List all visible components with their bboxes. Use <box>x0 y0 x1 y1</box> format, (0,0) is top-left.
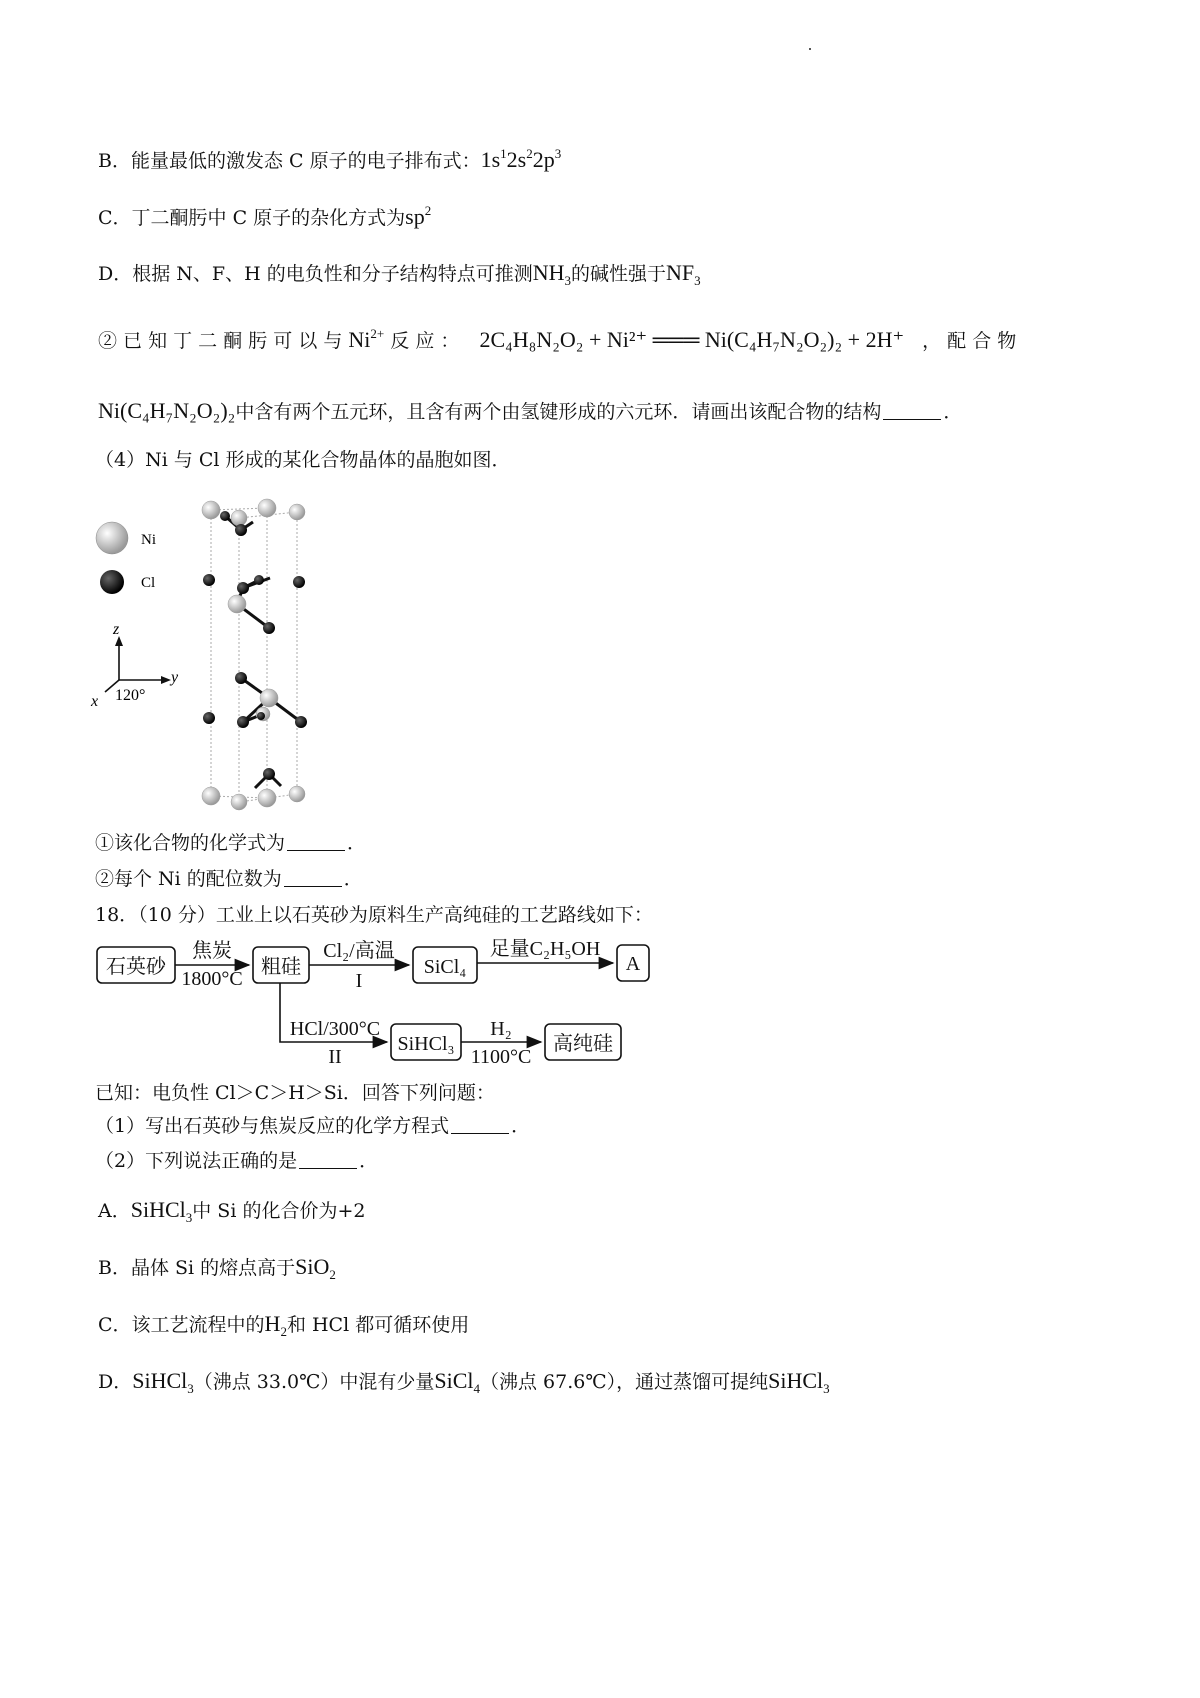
q18-part2: （2）下列说法正确的是 ． <box>95 1150 379 1172</box>
arrow5-top-label: H₂ <box>490 1018 512 1040</box>
option-b-config: B．能量最低的激发态 C 原子的电子排布式：$1s^12s^22p^3$ <box>98 146 562 172</box>
cl-atoms <box>203 511 307 780</box>
legend-ni-icon <box>96 522 128 554</box>
axes-icon <box>105 642 165 692</box>
box-sihcl3: SiHCl₃ <box>397 1033 455 1055</box>
q18-option-d: D．SiHCl$_3$（沸点 33.0℃）中混有少量SiCl$_4$（沸点 67.6℃），通过蒸馏可提纯SiHCl$_3$ <box>98 1368 830 1396</box>
arrow2-bottom-label: I <box>355 970 363 992</box>
q4-formula-question: ①该化合物的化学式为 ． <box>95 832 367 854</box>
q18-title: 18．（10 分）工业上以石英砂为原料生产高纯硅的工艺路线如下： <box>95 904 653 926</box>
arrow4-bottom-label: II <box>328 1046 342 1068</box>
coordination-answer-blank[interactable] <box>284 885 342 887</box>
legend-cl-icon <box>100 570 124 594</box>
scan-dot <box>809 48 811 50</box>
legend-ni-label: Ni <box>141 532 156 548</box>
legend-cl-label: Cl <box>141 575 156 591</box>
arrow1-bottom-label: 1800°C <box>181 968 243 990</box>
answer-blank[interactable] <box>883 418 941 420</box>
arrow5-bottom-label: 1100°C <box>470 1046 532 1068</box>
box-crude-silicon: 粗硅 <box>261 956 301 978</box>
process-flowchart <box>95 935 695 1075</box>
q18-option-c: C．该工艺流程中的$H_2$和 HCl 都可循环使用 <box>98 1311 470 1339</box>
q18-known: 已知：电负性 Cl＞C＞H＞Si．回答下列问题： <box>95 1082 495 1104</box>
electron-config: $1s^12s^22p^3$ <box>480 146 562 172</box>
axis-y-label: y <box>171 669 179 686</box>
q2-reaction-line: ② 已 知 丁 二 酮 肟 可 以 与 $Ni^{2+}$ 反 应 ： 2C₄H₈N₂O₂ + Ni²⁺ ═══ Ni(C₄H₇N₂O₂)₂ + 2H⁺ ， 配 合 物 <box>98 326 1017 352</box>
q4-coordination-question: ②每个 Ni 的配位数为 ． <box>95 868 363 890</box>
q18-option-b: B．晶体 Si 的熔点高于SiO$_2$ <box>98 1254 336 1282</box>
option-c-hybrid: C．丁二酮肟中 C 原子的杂化方式为$sp^2$ <box>98 203 432 229</box>
angle-label: 120° <box>115 687 146 704</box>
q4-title: （4）Ni 与 Cl 形成的某化合物晶体的晶胞如图． <box>95 449 511 471</box>
choice-answer-blank[interactable] <box>299 1167 357 1169</box>
box-quartz-sand: 石英砂 <box>106 956 166 978</box>
equation-answer-blank[interactable] <box>451 1132 509 1134</box>
formula-answer-blank[interactable] <box>287 849 345 851</box>
ni-atoms <box>202 499 305 810</box>
box-a: A <box>625 953 641 975</box>
reaction-equation: 2C₄H₈N₂O₂ + Ni²⁺ ═══ Ni(C₄H₇N₂O₂)₂ + 2H⁺ <box>479 327 905 352</box>
box-high-purity-silicon: 高纯硅 <box>553 1033 613 1055</box>
arrow1-top-label: 焦炭 <box>192 940 232 962</box>
q18-part1: （1）写出石英砂与焦炭反应的化学方程式 ． <box>95 1115 531 1137</box>
box-sicl4: SiCl₄ <box>423 956 467 978</box>
axis-z-label: z <box>113 621 120 638</box>
complex-formula: Ni(C₄H₇N₂O₂)₂ <box>98 398 236 423</box>
arrow4-top-label: HCl/300°C <box>289 1018 381 1040</box>
arrow3-top-label: 足量C₂H₅OH <box>489 938 601 960</box>
arrow2-top-label: Cl₂/高温 <box>323 940 395 962</box>
crystal-cell-figure <box>85 490 335 820</box>
axis-x-label: x <box>91 693 99 710</box>
option-d-basicity: D．根据 N、F、H 的电负性和分子结构特点可推测$NH_3$的碱性强于$NF_3$ <box>98 260 701 288</box>
q2-structure-line: Ni(C₄H₇N₂O₂)₂中含有两个五元环，且含有两个由氢键形成的六元环．请画出该配合物的结构 ． <box>98 398 963 423</box>
q18-option-a: A．SiHCl$_3$中 Si 的化合价为+2 <box>98 1197 366 1225</box>
